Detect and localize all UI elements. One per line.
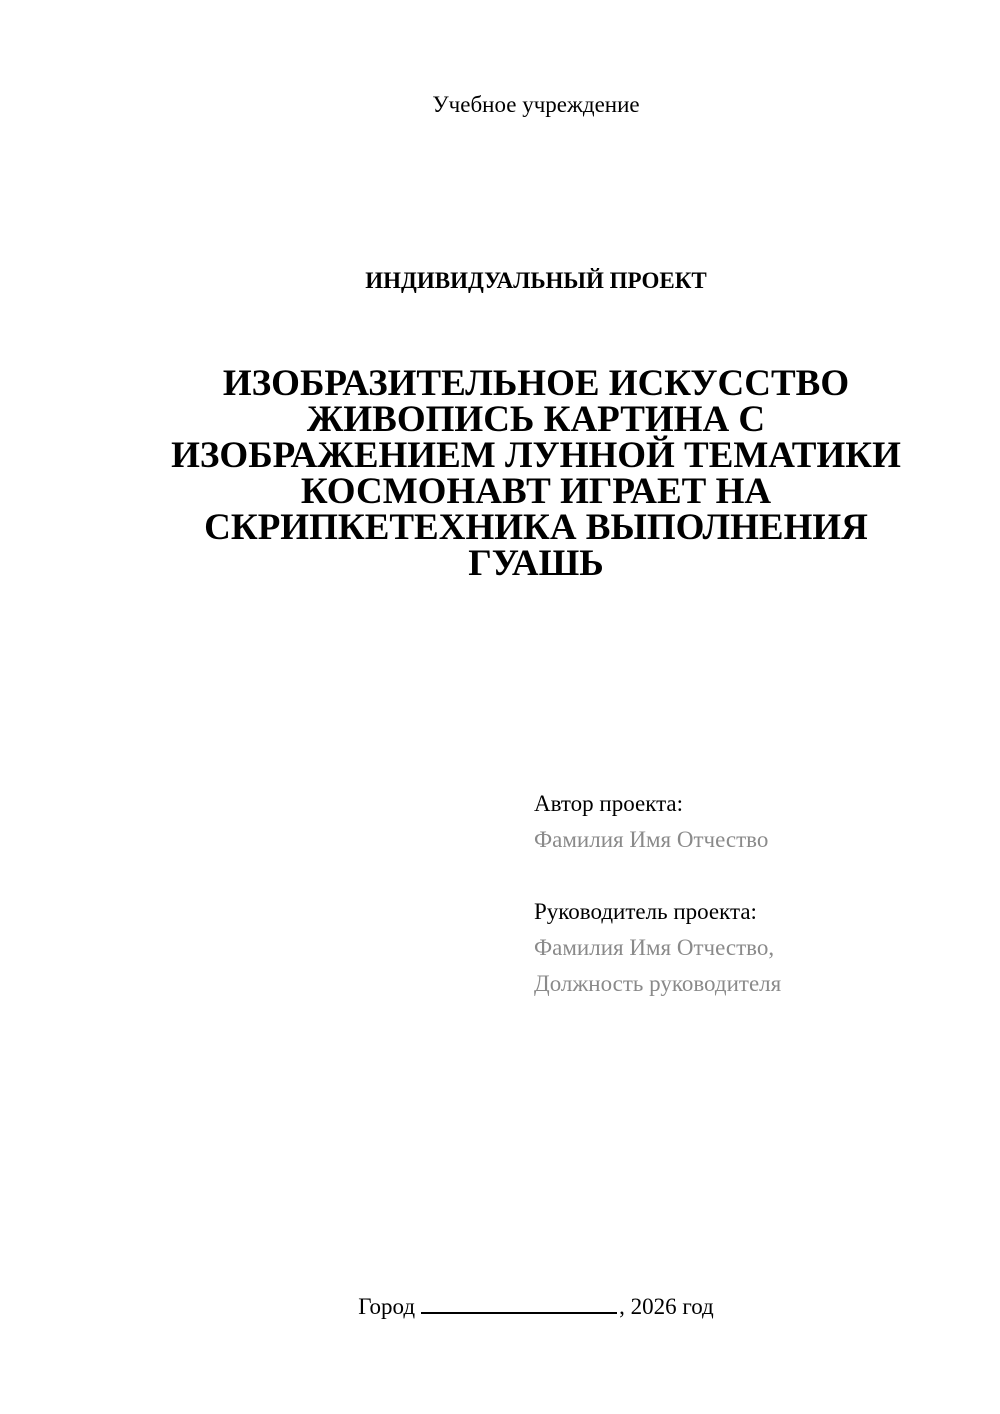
city-blank-line	[421, 1288, 617, 1314]
year-text: , 2026 год	[619, 1294, 714, 1319]
project-title	[130, 363, 942, 584]
author-label: Автор проекта:	[534, 791, 683, 816]
project-title-line: ЖИВОПИСЬ КАРТИНА С	[306, 399, 766, 440]
author-block	[534, 786, 974, 858]
project-title-line: КОСМОНАВТ ИГРАЕТ НА	[300, 471, 772, 512]
supervisor-label: Руководитель проекта:	[534, 899, 757, 924]
project-title-line: ГУАШЬ	[468, 543, 604, 584]
project-title-line: ИЗОБРАЖЕНИЕМ ЛУННОЙ ТЕМАТИКИ	[171, 435, 901, 476]
author-name: Фамилия Имя Отчество	[534, 827, 769, 852]
supervisor-name: Фамилия Имя Отчество,	[534, 935, 775, 960]
project-title-line: СКРИПКЕТЕХНИКА ВЫПОЛНЕНИЯ	[204, 507, 868, 548]
institution-name: Учебное учреждение	[432, 92, 640, 117]
project-type: ИНДИВИДУАЛЬНЫЙ ПРОЕКТ	[365, 268, 707, 293]
supervisor-position: Должность руководителя	[534, 971, 782, 996]
city-label: Город	[358, 1294, 416, 1319]
footer-city-year	[0, 1288, 1000, 1323]
supervisor-block	[534, 894, 974, 1002]
project-title-line: ИЗОБРАЗИТЕЛЬНОЕ ИСКУССТВО	[222, 363, 850, 404]
